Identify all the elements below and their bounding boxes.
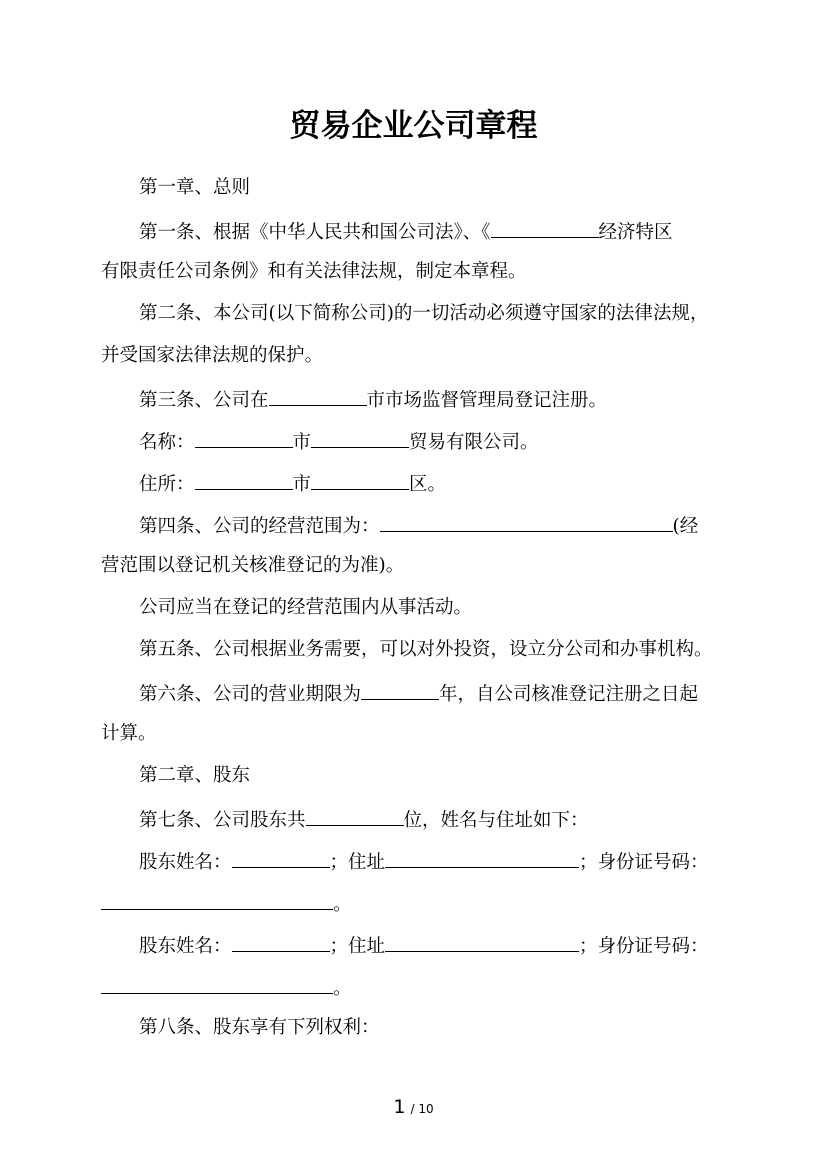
blank-shareholder-2-id	[101, 973, 333, 994]
shareholder-id-label: ；身份证号码：	[579, 936, 709, 957]
name-suffix: 贸易有限公司。	[409, 432, 539, 453]
article-3-text-b: 市市场监督管理局登记注册。	[366, 390, 608, 411]
blank-shareholder-1-id	[101, 889, 333, 910]
blank-address-city	[195, 469, 293, 490]
total-pages: / 10	[410, 1102, 434, 1116]
article-6-text-a: 第六条、公司的营业期限为	[139, 684, 362, 705]
shareholder-id-label: ；身份证号码：	[579, 852, 709, 873]
article-5-line: 第五条、公司根据业务需要，可以对外投资，设立分公司和办事机构。	[139, 639, 713, 660]
article-4-text-a: 第四条、公司的经营范围为：	[139, 516, 380, 537]
document-title: 贸易企业公司章程	[289, 108, 538, 144]
shareholder-address-label: ；住址	[329, 852, 386, 873]
shareholder-name-label: 股东姓名：	[139, 936, 232, 957]
article-1-line-2: 有限责任公司条例》和有关法律法规，制定本章程。	[101, 261, 527, 282]
blank-name-company	[311, 427, 409, 448]
shareholder-1-line-2	[101, 889, 352, 918]
blank-business-scope	[380, 511, 673, 532]
blank-special-zone	[491, 217, 599, 238]
article-7-text-b: 位，姓名与住址如下：	[403, 810, 589, 831]
article-4-text-b: (经	[672, 516, 699, 537]
blank-business-term	[361, 679, 439, 700]
article-3-line	[139, 385, 607, 414]
blank-shareholder-2-address	[385, 931, 579, 952]
name-city-text: 市	[292, 432, 312, 453]
name-label: 名称：	[139, 432, 195, 453]
company-name-line	[139, 427, 539, 456]
current-page-number: 1	[393, 1096, 406, 1118]
article-4-line-1	[139, 511, 698, 540]
company-address-line	[139, 469, 446, 498]
page-number	[0, 1096, 827, 1118]
article-6-text-b: 年，自公司核准登记注册之日起	[439, 684, 699, 705]
blank-shareholder-1-address	[385, 847, 579, 868]
article-6-line-1	[139, 679, 698, 708]
blank-name-city	[195, 427, 293, 448]
blank-address-district	[311, 469, 409, 490]
blank-shareholder-2-name	[232, 931, 330, 952]
blank-city	[269, 385, 367, 406]
article-7-line	[139, 805, 589, 834]
article-1-text-b: 经济特区	[598, 222, 673, 243]
blank-shareholder-count	[306, 805, 404, 826]
shareholder-1-period: 。	[333, 894, 352, 915]
article-8-line: 第八条、股东享有下列权利：	[139, 1017, 380, 1038]
shareholder-1-line-1	[139, 847, 709, 876]
article-6-line-2: 计算。	[101, 723, 157, 744]
article-4-note: 公司应当在登记的经营范围内从事活动。	[139, 597, 473, 618]
shareholder-2-period: 。	[333, 978, 352, 999]
shareholder-2-line-2	[101, 973, 352, 1002]
address-city-text: 市	[292, 474, 312, 495]
article-2-line-1: 第二条、本公司(以下简称公司)的一切活动必须遵守国家的法律法规，	[139, 303, 709, 324]
shareholder-address-label: ；住址	[329, 936, 386, 957]
article-1-line-1	[139, 217, 673, 246]
article-4-line-2: 营范围以登记机关核准登记的为准)。	[101, 555, 405, 576]
chapter-1-heading: 第一章、总则	[139, 177, 251, 198]
article-7-text-a: 第七条、公司股东共	[139, 810, 306, 831]
shareholder-2-line-1	[139, 931, 709, 960]
article-2-line-2: 并受国家法律法规的保护。	[101, 345, 324, 366]
address-label: 住所：	[139, 474, 195, 495]
chapter-2-heading: 第二章、股东	[139, 765, 251, 786]
shareholder-name-label: 股东姓名：	[139, 852, 232, 873]
article-3-text-a: 第三条、公司在	[139, 390, 269, 411]
blank-shareholder-1-name	[232, 847, 330, 868]
article-1-text-a: 第一条、根据《中华人民共和国公司法》、《	[139, 222, 491, 243]
address-suffix: 区。	[409, 474, 447, 495]
